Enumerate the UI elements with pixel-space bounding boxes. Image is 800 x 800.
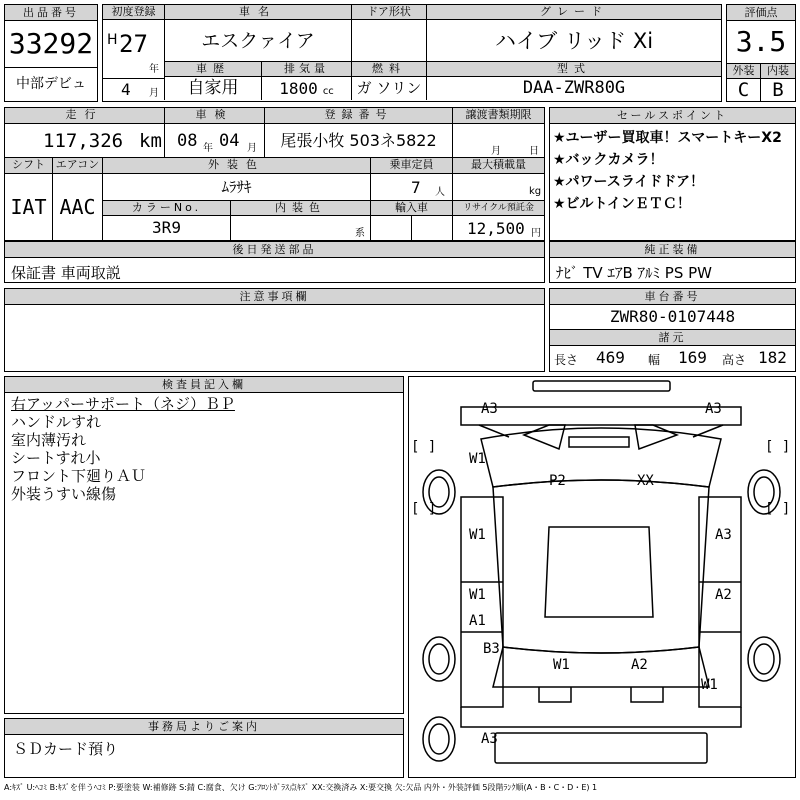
km-unit: km [139,130,162,152]
inspection-label: 車検 [165,108,265,124]
equipment-label: 純正装備 [550,242,795,258]
damage-mark: A3 [481,731,498,747]
recycle-cell [453,216,544,240]
office-box [4,718,404,778]
grade-label: グレード [427,5,721,20]
model-label: 型式 [427,62,721,77]
equipment-value: ﾅﾋﾞ TV ｴｱB ｱﾙﾐ PS PW [556,264,712,282]
mileage-value: 117,326 [43,130,124,152]
height-label: 高さ [722,353,747,367]
inspector-label: 検査員記入欄 [5,377,403,393]
grade-value: ハイブ リッド Xi [427,20,721,62]
damage-mark: W1 [701,677,718,693]
damage-mark: A3 [715,527,732,543]
aircon-label: エアコン [53,158,103,174]
sales-point-item: ★ユーザー買取車！スマートキーX2 [553,130,782,146]
insp-year: 08 [177,131,198,151]
aircon-value: AAC [53,174,103,240]
transfer-month-unit: 月 [491,146,501,157]
width-value: 169 [678,348,707,367]
sales-points-label: セールスポイント [550,108,795,124]
notes-value [5,305,544,313]
mileage-cell [5,124,165,158]
kg-unit: kg [529,186,542,197]
reg-year: 27 [119,30,148,58]
damage-mark: W1 [469,451,486,467]
displacement-cell [262,77,352,100]
sales-point-item: ★パワースライドドア！ [553,174,705,190]
month-unit: 月 [149,88,159,99]
recycle-value: 12,500 [467,219,525,238]
capacity-cell [371,174,453,201]
damage-mark: A2 [715,587,732,603]
later-parts-value: 保証書 車両取説 [11,264,121,282]
damage-legend: A:ｷｽﾞ U:ﾍｺﾐ B:ｷｽﾞを伴うﾍｺﾐ P:要塗装 W:補修跡 S:錆 C:腐食、欠け G:ﾌﾛﾝﾄｶﾞﾗｽ点ｷｽﾞ XX:交換済み X:要交換 欠:欠品 内外・外装評価 5段階ﾗﾝｸ順(A・B・C・D・E) 1 [4,783,598,792]
shift-label: シフト [5,158,53,174]
inspector-line: 右アッパーサポート（ネジ）ＢＰ [11,395,235,413]
import-label: 輸入車 [371,201,453,216]
later-parts-label: 後日発送部品 [5,242,544,258]
later-parts-box [4,241,545,283]
fuel-value: ガ ソリン [352,77,427,100]
int-score-label: 内装 [761,64,795,78]
score-box [726,4,796,102]
inspector-line: ハンドルすれ [11,413,102,431]
car-name: エスクァイア [165,20,352,62]
dims-label: 諸元 [550,330,795,346]
damage-mark: W1 [469,587,486,603]
inspector-line: 外装うすい線傷 [11,485,117,503]
length-value: 469 [596,348,625,367]
length-label: 長さ [554,353,579,367]
history-value: 自家用 [165,77,262,100]
inspector-line: フロント下廻りＡＵ [11,467,147,485]
damage-mark: W1 [553,657,570,673]
int-color-unit: 系 [355,228,365,239]
shift-value: IAT [5,174,53,240]
transfer-day-unit: 日 [529,146,539,157]
inspection-cell [165,124,265,158]
chassis-label: 車台番号 [550,289,795,305]
damage-mark: P2 [549,473,566,489]
int-color-label: 内装色 [231,201,371,216]
ext-color-value: ﾑﾗｻｷ [103,174,371,201]
color-no-label: カラーNo. [103,201,231,216]
bracket-mark: [ ] [765,501,791,517]
year-unit: 年 [149,64,159,75]
inspector-box [4,376,404,714]
sales-points-box [549,107,796,241]
insp-month: 04 [219,131,240,151]
mileage-label: 走行 [5,108,165,124]
lot-label: 出品番号 [5,5,97,21]
transfer-label: 譲渡書類期限 [453,108,544,124]
sales-point-item: ★ビルトインＥＴＣ！ [553,196,691,212]
door-label: ドア形状 [352,5,427,20]
first-reg-cell [103,20,165,100]
model-value: DAA-ZWR80G [522,78,626,98]
lot-number: 33292 [5,21,97,68]
damage-mark: A1 [469,613,486,629]
max-load-label: 最大積載量 [453,158,544,174]
sales-point-item: ★バックカメラ！ [553,152,664,168]
height-value: 182 [758,348,787,367]
car-name-label: 車名 [165,5,352,20]
equipment-box [549,241,796,283]
score-label: 評価点 [727,5,795,21]
car-outline-svg [409,377,794,776]
reg-month: 4 [121,80,131,99]
transfer-cell [453,124,544,158]
door-value [352,20,427,62]
import-cell [371,216,453,240]
fuel-label: 燃料 [352,62,427,77]
ext-color-label: 外装色 [103,158,371,174]
max-load-cell [453,174,544,201]
reg-no-value: 尾張小牧 503ネ5822 [265,124,453,158]
insp-month-unit: 月 [247,143,257,154]
chassis-box [549,288,796,372]
insp-year-unit: 年 [203,143,213,154]
history-label: 車歴 [165,62,262,77]
bracket-mark: [ ] [411,439,437,455]
lot-box [4,4,98,102]
bracket-mark: [ ] [765,439,791,455]
region-label: 中部デビュ [16,76,86,92]
displacement-label: 排気量 [262,62,352,77]
chassis-value: ZWR80-0107448 [550,305,795,330]
capacity-value: 7 [411,178,421,197]
notes-box [4,288,545,372]
ext-score-label: 外装 [727,64,761,78]
office-value: ＳＤカード預り [13,740,119,758]
inspector-line: 室内薄汚れ [11,431,87,449]
capacity-label: 乗車定員 [371,158,453,174]
first-reg-label: 初度登録 [103,5,165,20]
damage-mark: A3 [481,401,498,417]
width-label: 幅 [648,353,661,367]
damage-mark: B3 [483,641,500,657]
int-score: B [772,79,784,101]
bracket-mark: [ ] [411,501,437,517]
score-value: 3.5 [727,21,795,64]
inspector-line: シートすれ小 [11,449,101,467]
reg-no-label: 登録番号 [265,108,453,124]
damage-mark: W1 [469,527,486,543]
ext-score: C [727,79,761,102]
int-color-cell [231,216,371,240]
car-diagram [408,376,796,778]
capacity-unit: 人 [435,187,445,198]
era: H [107,32,118,48]
color-no-value: 3R9 [103,216,231,240]
cc-unit: cc [322,86,334,97]
displacement-value: 1800 [279,79,318,98]
damage-mark: XX [637,473,654,489]
damage-mark: A3 [705,401,722,417]
office-label: 事務局よりご案内 [5,719,403,735]
recycle-label: リサイクル預託金 [453,201,544,216]
damage-mark: A2 [631,657,648,673]
yen-unit: 円 [531,228,541,239]
notes-label: 注意事項欄 [5,289,544,305]
